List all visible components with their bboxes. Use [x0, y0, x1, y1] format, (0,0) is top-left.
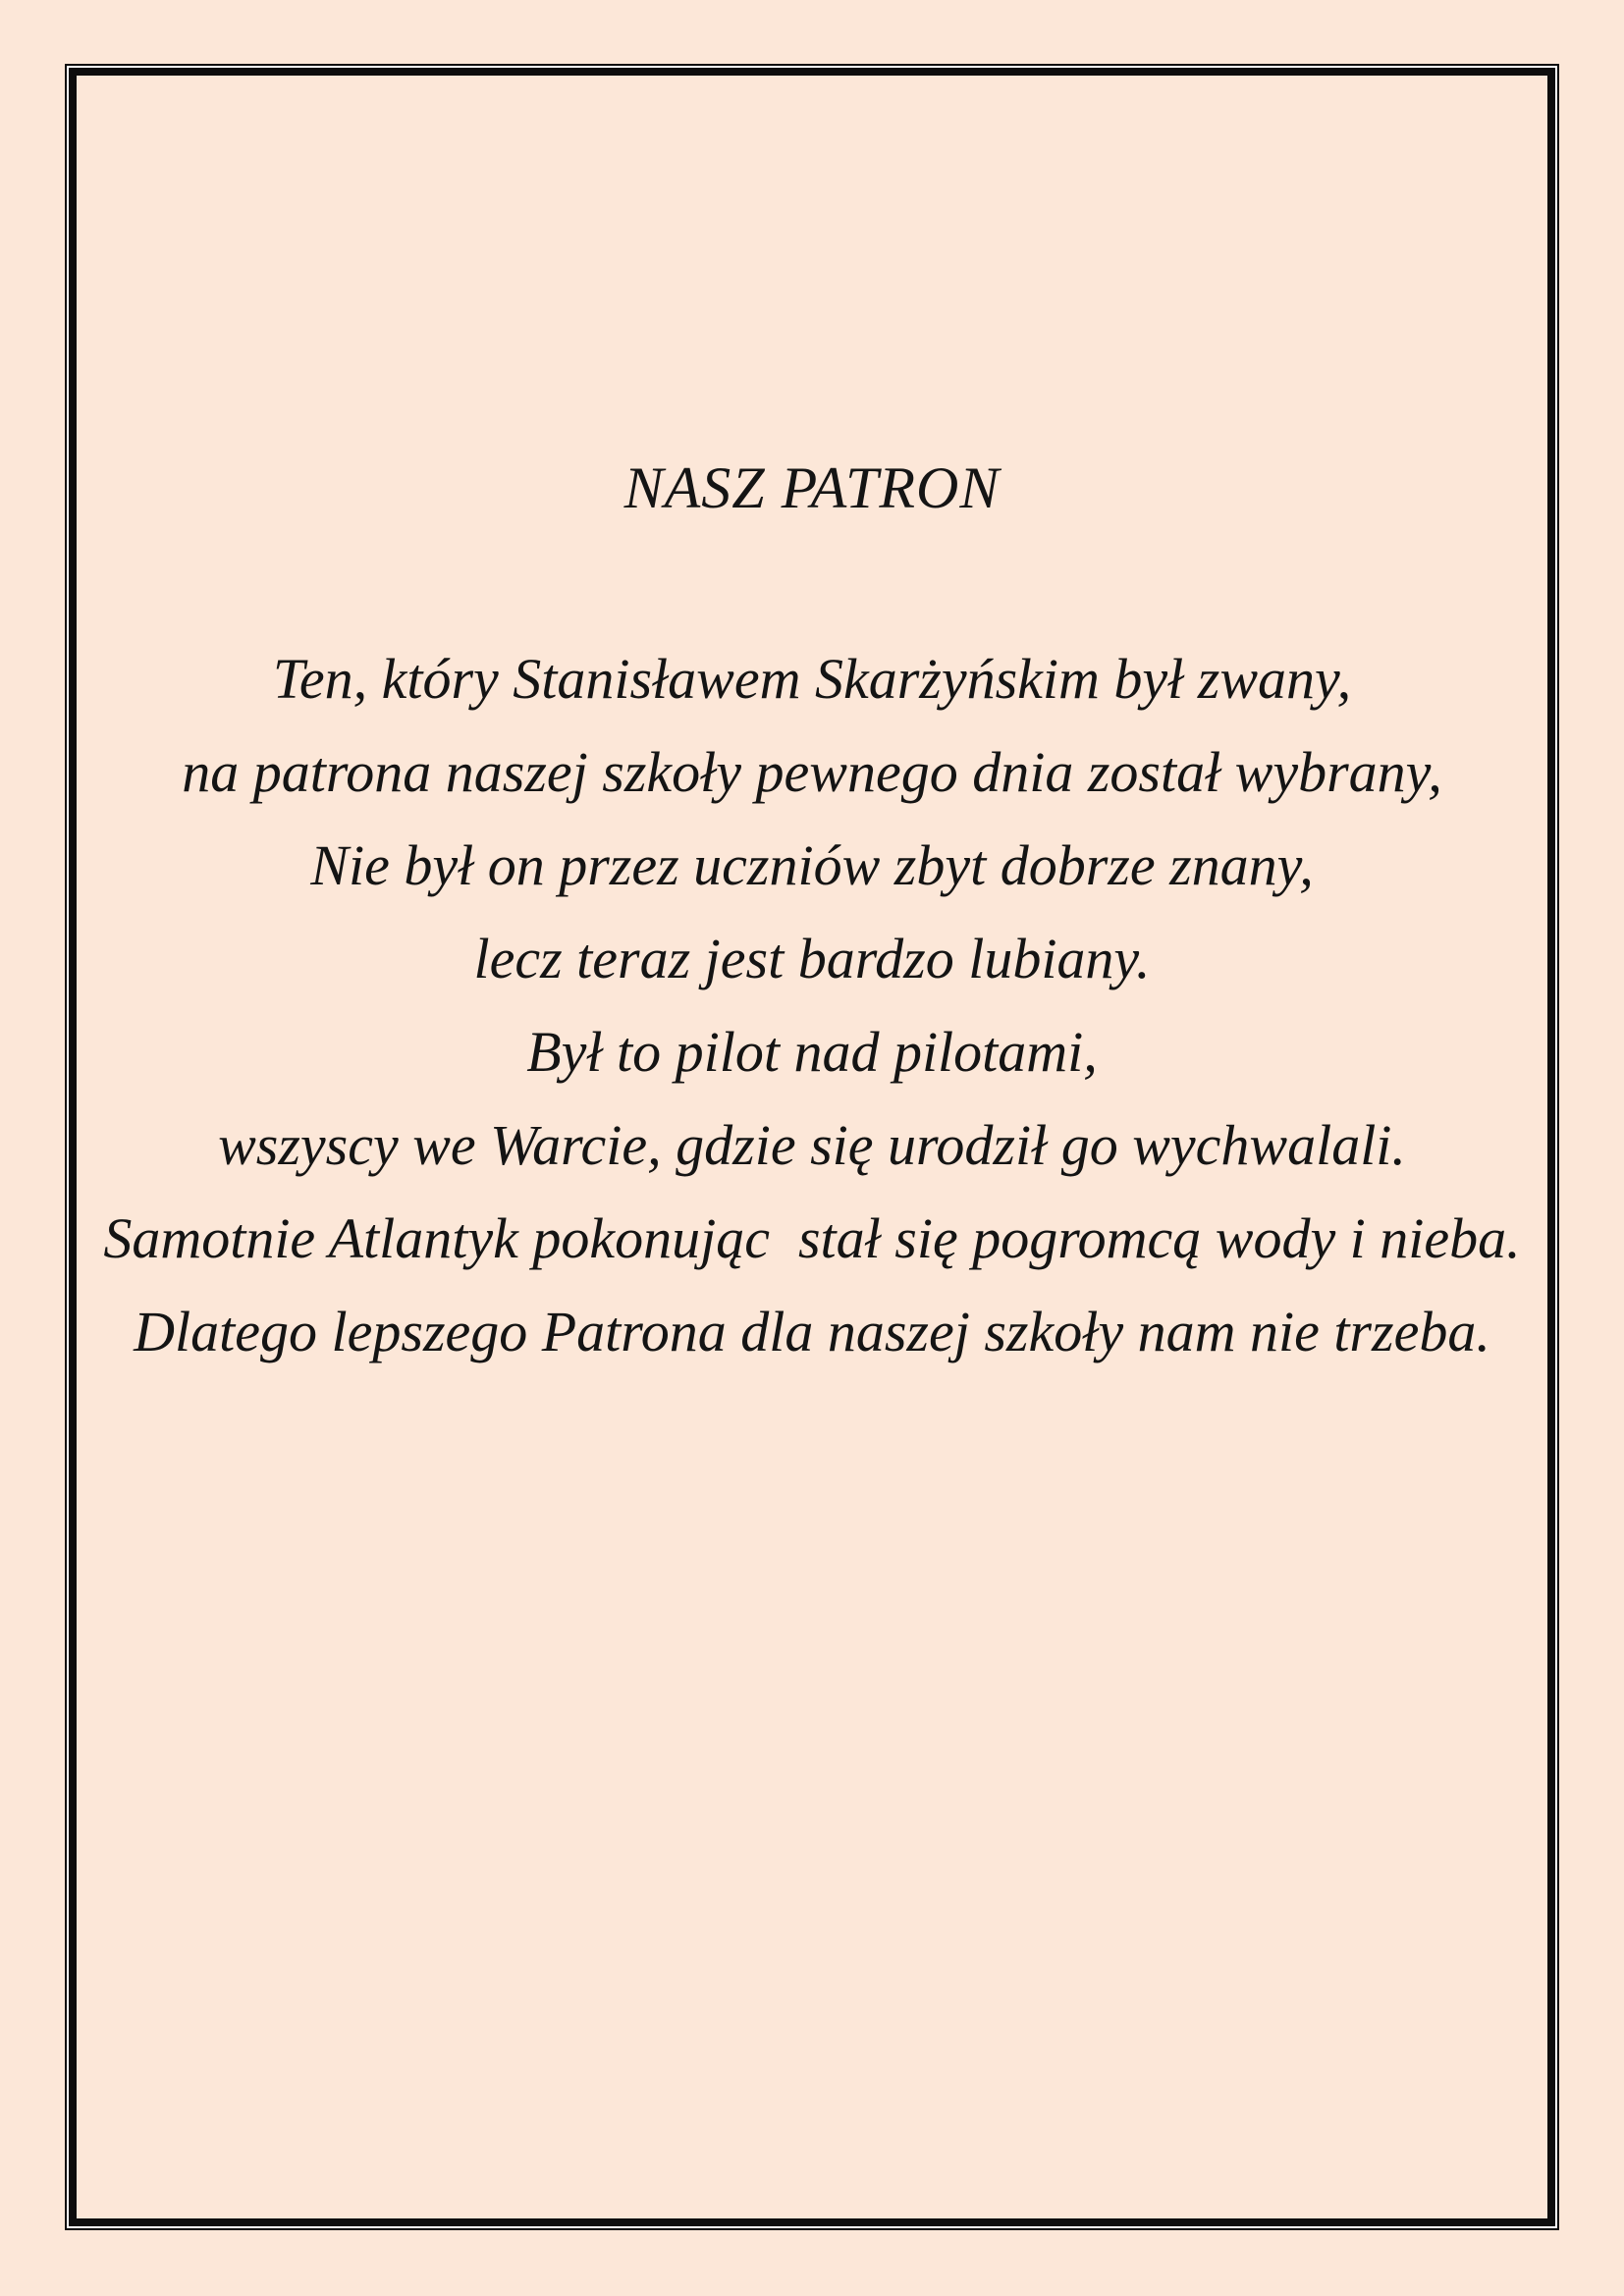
poem-line: Był to pilot nad pilotami, — [526, 1020, 1098, 1084]
page-content — [77, 76, 1547, 2218]
page-border-frame — [65, 64, 1559, 2230]
poem-line: lecz teraz jest bardzo lubiany. — [473, 927, 1151, 990]
page-border-inner-rule — [69, 68, 1555, 2226]
poem-line: Dlatego lepszego Patrona dla naszej szkoły nam nie trzeba. — [134, 1300, 1490, 1363]
poem-line: wszyscy we Warcie, gdzie się urodził go wychwalali. — [218, 1113, 1406, 1177]
poem-line: Ten, który Stanisławem Skarżyńskim był zwany, — [272, 647, 1352, 711]
poem-line: Samotnie Atlantyk pokonując stał się pogromcą wody i nieba. — [103, 1206, 1521, 1270]
poem-line: na patrona naszej szkoły pewnego dnia został wybrany, — [182, 740, 1442, 804]
page-title: NASZ PATRON — [623, 455, 1001, 520]
poem-line: Nie był on przez uczniów zbyt dobrze znany, — [310, 833, 1314, 897]
poem — [77, 632, 1547, 1378]
